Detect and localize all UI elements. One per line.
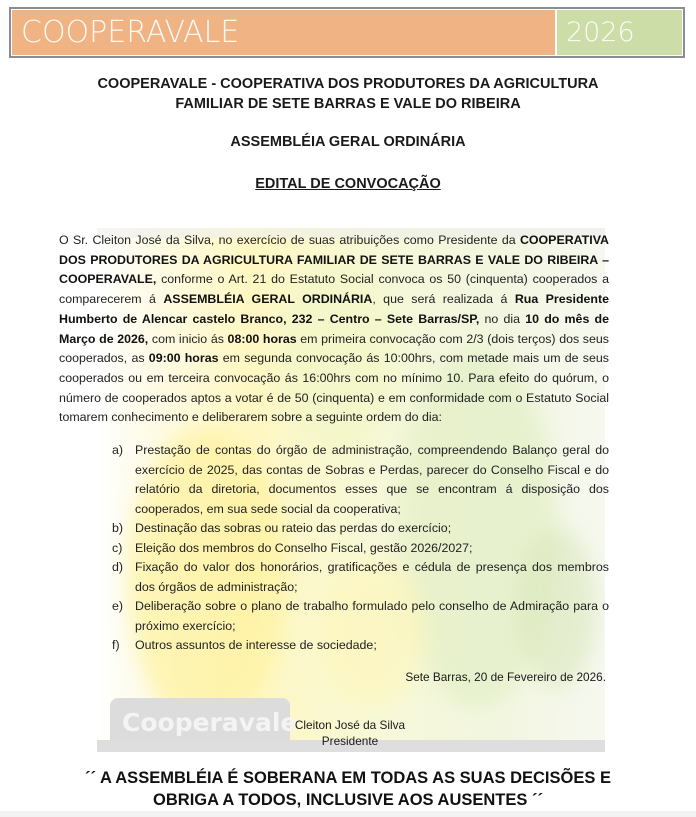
edital-title: EDITAL DE CONVOCAÇÃO: [255, 176, 441, 192]
document-header: [9, 7, 685, 58]
signer-name: Cleiton José da Silva: [294, 718, 406, 732]
agenda-list: [112, 441, 609, 656]
agenda-item: e) Deliberação sobre o plano de trabalho formulado pelo conselho de Admiração para o próximo exercício;: [112, 599, 609, 633]
place-and-date: Sete Barras, 20 de Fevereiro de 2026.: [405, 670, 606, 684]
agenda-item: b) Destinação das sobras ou rateio das perdas do exercício;: [112, 521, 452, 535]
signature-block: [270, 717, 430, 749]
agenda-item: d) Fixação do valor dos honorários, gratificações e cédula de presença dos membros dos órgãos de administração;: [112, 560, 609, 594]
organization-title-line-2: FAMILIAR DE SETE BARRAS E VALE DO RIBEIRA: [175, 96, 521, 112]
agenda-item: c) Eleição dos membros do Conselho Fiscal, gestão 2026/2027;: [112, 540, 473, 555]
agenda-item: a) Prestação de contas do órgão de administração, compreendendo Balanço geral do exercício de 2025, das contas de Sobras e Perdas, parecer do Conselho Fiscal e do relatório da diretoria, documentos esses que se encontram á disposição dos cooperados, em sua sede social da cooperativa;: [112, 443, 609, 516]
cooperavale-logo-badge: [110, 698, 298, 746]
agenda-item: f) Outros assuntos de interesse de sociedade;: [112, 638, 377, 652]
assembly-title: ASSEMBLÉIA GERAL ORDINÁRIA: [230, 134, 466, 150]
header-year: 2026: [566, 17, 635, 48]
organization-title-line-1: COOPERAVALE - COOPERATIVA DOS PRODUTORES DA AGRICULTURA: [97, 76, 599, 92]
motto-line-1: ´´ A ASSEMBLÉIA É SOBERANA EM TODAS AS SUAS DECISÕES E: [85, 769, 611, 787]
header-year-block: [557, 10, 682, 55]
header-title-block: [12, 10, 557, 55]
motto-line-2: OBRIGA A TODOS, INCLUSIVE AOS AUSENTES ´´: [153, 791, 543, 809]
cooperavale-logo-text: Cooperavale: [122, 707, 298, 737]
organization-title: [0, 74, 696, 114]
convocation-paragraph: O Sr. Cleiton José da Silva, no exercício de suas atribuições como Presidente da COOPERATIVA DOS PRODUTORES DA AGRICULTURA FAMILIAR DE SETE BARRAS E VALE DO RIBEIRA – COOPERAVALE, conforme o Art. 21 do Estatuto Social convoca os 50 (cinquenta) cooperados a comparecerem á ASSEMBLÉIA GERAL ORDINÁRIA, que será realizada á Rua Presidente Humberto de Alencar castelo Branco, 232 – Centro – Sete Barras/SP, no dia 10 do mês de Março de 2026, com inicio ás 08:00 horas em primeira convocação com 2/3 (dois terços) dos seus cooperados, as 09:00 horas em segunda convocação ás 10:00hrs, com metade mais um de seus cooperados ou em terceira convocação ás 16:00hrs com no mínimo 10. Para efeito do quórum, o número de cooperados aptos a votar é de 50 (cinquenta) e em conformidade com o Estatuto Social tomarem conhecimento e deliberarem sobre a seguinte ordem do dia:: [59, 233, 609, 425]
signer-role: Presidente: [321, 734, 379, 748]
assembly-motto: [0, 767, 696, 811]
header-title: COOPERAVALE: [21, 15, 240, 50]
